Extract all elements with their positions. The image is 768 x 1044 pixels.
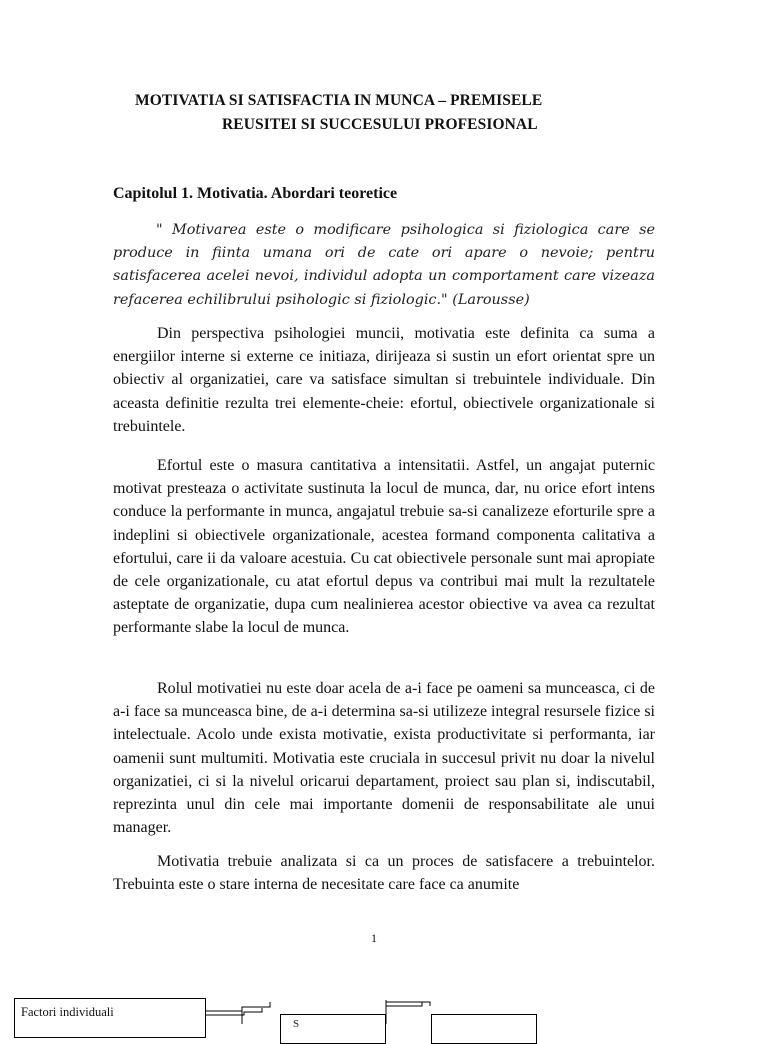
diagram-box-factori: [14, 998, 206, 1038]
diagram-box-right: [431, 1014, 537, 1044]
paragraph: Efortul este o masura cantitativa a intensitatii. Astfel, un angajat puternic motivat presteaza o activitate sustinuta la locul de munca, dar, nu orice efort intens conduce la performante in munca, angajatul trebuie sa-si canalizeze eforturile spre a indeplini si obiectivele organizationale, acestea formand componenta calitativa a efortului, care ii da valoare acestuia. Cu cat obiectivele personale sunt mai apropiate de cele organizationale, cu atat efortul depus va contribui mai mult la rezultatele asteptate de organizatie, dupa cum nealinierea acestor obiective va avea ca rezultat performante slabe la locul de munca.: [113, 457, 655, 637]
paragraph: Din perspectiva psihologiei muncii, motivatia este definita ca suma a energiilor interne si externe ce initiaza, dirijeaza si sustin un efort orientat spre un obiectiv al organizatiei, care va satisface simultan si trebuintele individuale. Din aceasta definitie rezulta trei elemente-cheie: efortul, obiectivele organizationale si trebuintele.: [113, 325, 655, 435]
diagram-box-middle: [280, 1014, 386, 1044]
connector-line: [386, 1002, 430, 1006]
page-number: 1: [371, 931, 377, 945]
document-title-line-2: REUSITEI SI SUCCESULUI PROFESIONAL: [222, 116, 538, 133]
diagram-box-label: Factori individuali: [21, 1005, 114, 1019]
paragraph: Rolul motivatiei nu este doar acela de a-i face pe oameni sa munceasca, ci de a-i face sa munceasca bine, de a-i determina sa-si utilizeze integral resursele fizice si intelectuale. Acolo unde exista motivatie, exista productivitate si performanta, iar oamenii sunt multumiti. Motivatia este cruciala in succesul privit nu doar la nivelul organizatiei, ci si la nivelul oricarui departament, proiect sau plan si, indiscutabil, reprezinta unul din cele mai importante domenii de responsabilitate ale unui manager.: [113, 680, 655, 837]
paragraph: Motivatia trebuie analizata si ca un proces de satisfacere a trebuintelor. Trebuinta este o stare interna de necesitate care face ca anumite: [113, 853, 655, 894]
diagram-box-label: S: [293, 1018, 300, 1030]
connector-line: [206, 1002, 270, 1011]
quote-block: " Motivarea este o modificare psihologica si fiziologica care se produce in fiinta umana ori de cate ori apare o nevoie; pentru satisfacerea acelei nevoi, individul adopta un comportament care vizeaza refacerea echilibrului psihologic si fiziologic." (Larousse): [113, 222, 655, 308]
connector-line: [386, 1002, 422, 1006]
chapter-heading: Capitolul 1. Motivatia. Abordari teoretice: [113, 185, 398, 202]
diagram-fragment: [0, 990, 768, 1030]
document-title-line-1: MOTIVATIA SI SATISFACTIA IN MUNCA – PREMISELE: [135, 92, 543, 109]
